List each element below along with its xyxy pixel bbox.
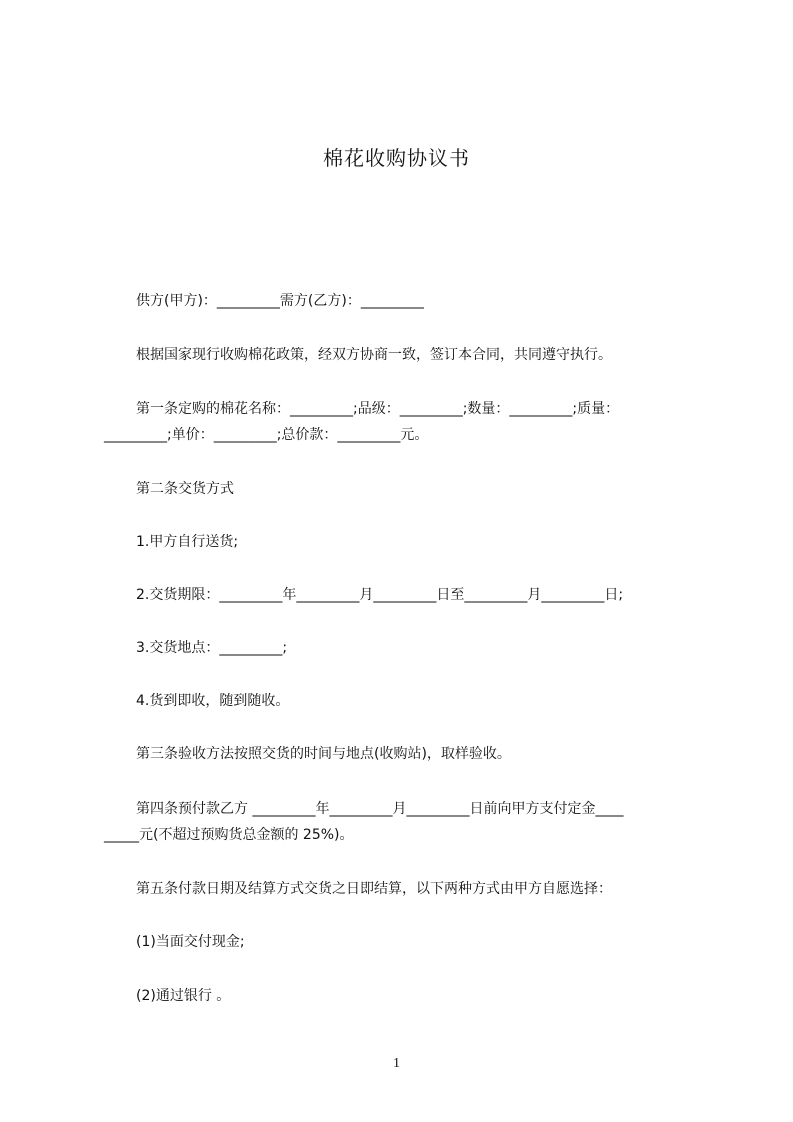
parties-line: 供方(甲方)：_________需方(乙方)：_________ (136, 293, 424, 309)
delivery-item-3: 3.交货地点：_________; (136, 640, 288, 656)
page-number: 1 (393, 1056, 400, 1071)
payment-option-1: (1)当面交付现金; (136, 934, 245, 950)
intro-paragraph: 根据国家现行收购棉花政策，经双方协商一致，签订本合同，共同遵守执行。 (136, 347, 612, 363)
delivery-item-1: 1.甲方自行送货; (136, 534, 239, 550)
article-4-line-2: _____元(不超过预购货总金额的 25%)。 (104, 827, 354, 843)
article-5-line: 第五条付款日期及结算方式交货之日即结算，以下两种方式由甲方自愿选择： (136, 881, 612, 897)
payment-option-2: (2)通过银行 。 (136, 988, 231, 1004)
article-2-heading: 第二条交货方式 (136, 481, 234, 497)
article-1-line-1: 第一条定购的棉花名称：_________;品级：_________;数量：_________;质量： (136, 401, 620, 417)
article-1-line-2: _________;单价：_________;总价款：_________元。 (104, 427, 429, 443)
delivery-item-4: 4.货到即收，随到随收。 (136, 693, 290, 709)
article-3-line: 第三条验收方法按照交货的时间与地点(收购站)，取样验收。 (136, 746, 511, 762)
delivery-item-2: 2.交货期限：_________年_________月_________日至_________月_________日; (136, 587, 624, 603)
article-4-line-1: 第四条预付款乙方 _________年_________月_________日前向甲方支付定金____ (136, 801, 624, 817)
document-title: 棉花收购协议书 (323, 146, 470, 170)
